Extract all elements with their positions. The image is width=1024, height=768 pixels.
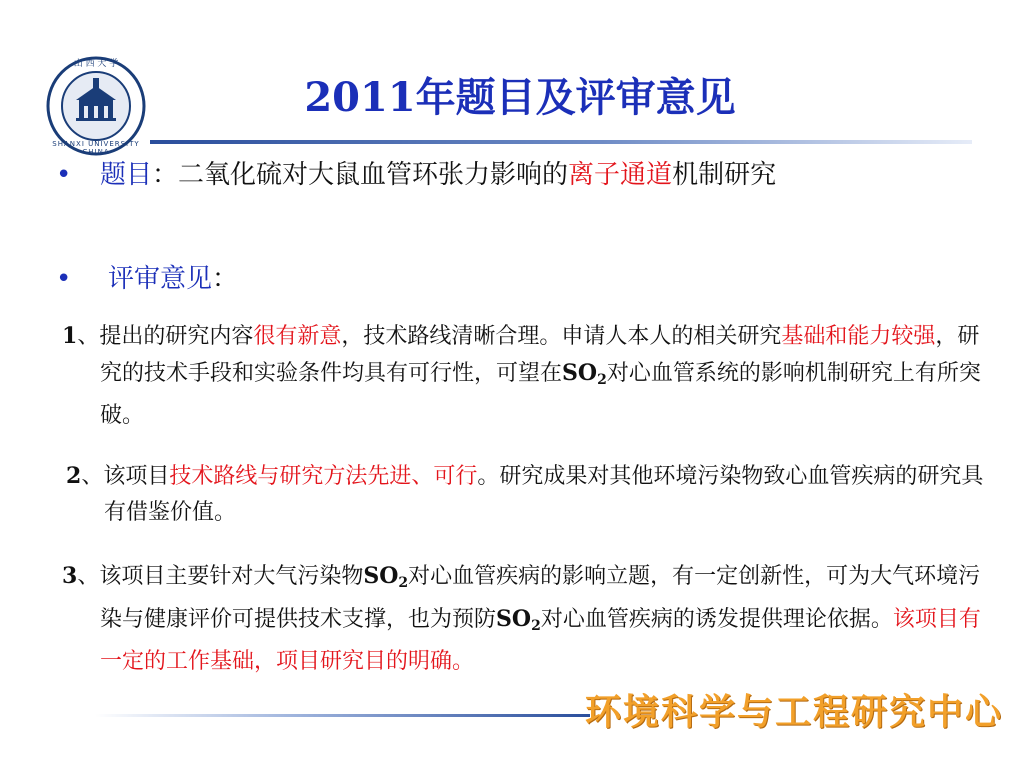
opinion-highlight: 技术路线与研究方法先进、可行	[169, 464, 478, 489]
page-title: 2011年题目及评审意见	[304, 74, 736, 121]
opinion-text: 对心血管系统的影响机制研究上有所突破。	[100, 361, 981, 428]
so-subscript: 2	[531, 618, 541, 634]
opinion-2	[66, 458, 1004, 531]
title-divider	[150, 140, 972, 144]
opinion-number: 2	[66, 463, 82, 489]
so2-formula	[363, 563, 408, 589]
opinion-text: ，研究的技术手段和实验条件均具有可行性，可望在	[100, 324, 980, 386]
opinion-text: 对心血管疾病的诱发提供理论依据。	[540, 607, 893, 632]
review-sep: ：	[212, 264, 239, 294]
so-subscript: 2	[597, 372, 607, 388]
opinion-text: 对心血管疾病的影响立题，有一定创新性，可为大气环境污染与健康评价可提供技术支撑，也为预防	[100, 564, 981, 632]
opinion-number: 3	[62, 563, 78, 589]
so-text: SO	[562, 360, 598, 386]
opinion-number: 1	[62, 323, 78, 349]
opinion-3	[62, 558, 1000, 680]
bullet-review-text	[108, 262, 966, 296]
opinion-sep: 、	[77, 564, 100, 589]
opinion-text: 提出的研究内容	[99, 324, 254, 349]
opinion-1	[62, 318, 1000, 434]
topic-sep: ：	[152, 160, 179, 190]
opinion-text: ，技术路线清晰合理。申请人本人的相关研究	[341, 324, 782, 349]
bullet-topic	[56, 158, 966, 192]
logo-bottom-text: SHANXI UNIVERSITY CHINA	[52, 140, 140, 156]
opinion-highlight: 很有新意	[253, 324, 342, 349]
bullet-dot-icon: •	[56, 264, 72, 294]
so-text: SO	[363, 563, 399, 589]
opinion-sep: 、	[81, 464, 104, 489]
opinion-highlight: 该项目有一定的工作基础，项目研究目的明确。	[100, 607, 981, 674]
so-subscript: 2	[398, 575, 409, 591]
bullet-topic-text	[100, 158, 966, 192]
opinion-text: 。研究成果对其他环境污染物致心血管疾病的研究具有借鉴价值。	[104, 464, 984, 525]
university-logo	[46, 56, 146, 156]
bullet-review	[56, 262, 966, 296]
review-label: 评审意见	[108, 264, 213, 294]
topic-highlight: 离子通道	[568, 160, 673, 190]
topic-label: 题目	[100, 160, 153, 190]
topic-text-b: 机制研究	[672, 160, 777, 190]
opinion-highlight: 基础和能力较强	[781, 324, 936, 349]
opinion-text: 该项目主要针对大气污染物	[99, 564, 364, 589]
footer-divider	[95, 714, 590, 717]
topic-text-a: 二氧化硫对大鼠血管环张力影响的	[178, 160, 569, 190]
so2-formula	[496, 606, 541, 632]
so-text: SO	[496, 606, 532, 632]
opinion-sep: 、	[77, 324, 100, 349]
so2-formula	[562, 360, 607, 386]
logo-top-text: 山 西 大 学	[73, 59, 119, 69]
footer-brand: 环境科学与工程研究中心	[585, 691, 1004, 733]
opinion-text: 该项目	[103, 464, 170, 489]
bullet-dot-icon: •	[56, 160, 72, 190]
